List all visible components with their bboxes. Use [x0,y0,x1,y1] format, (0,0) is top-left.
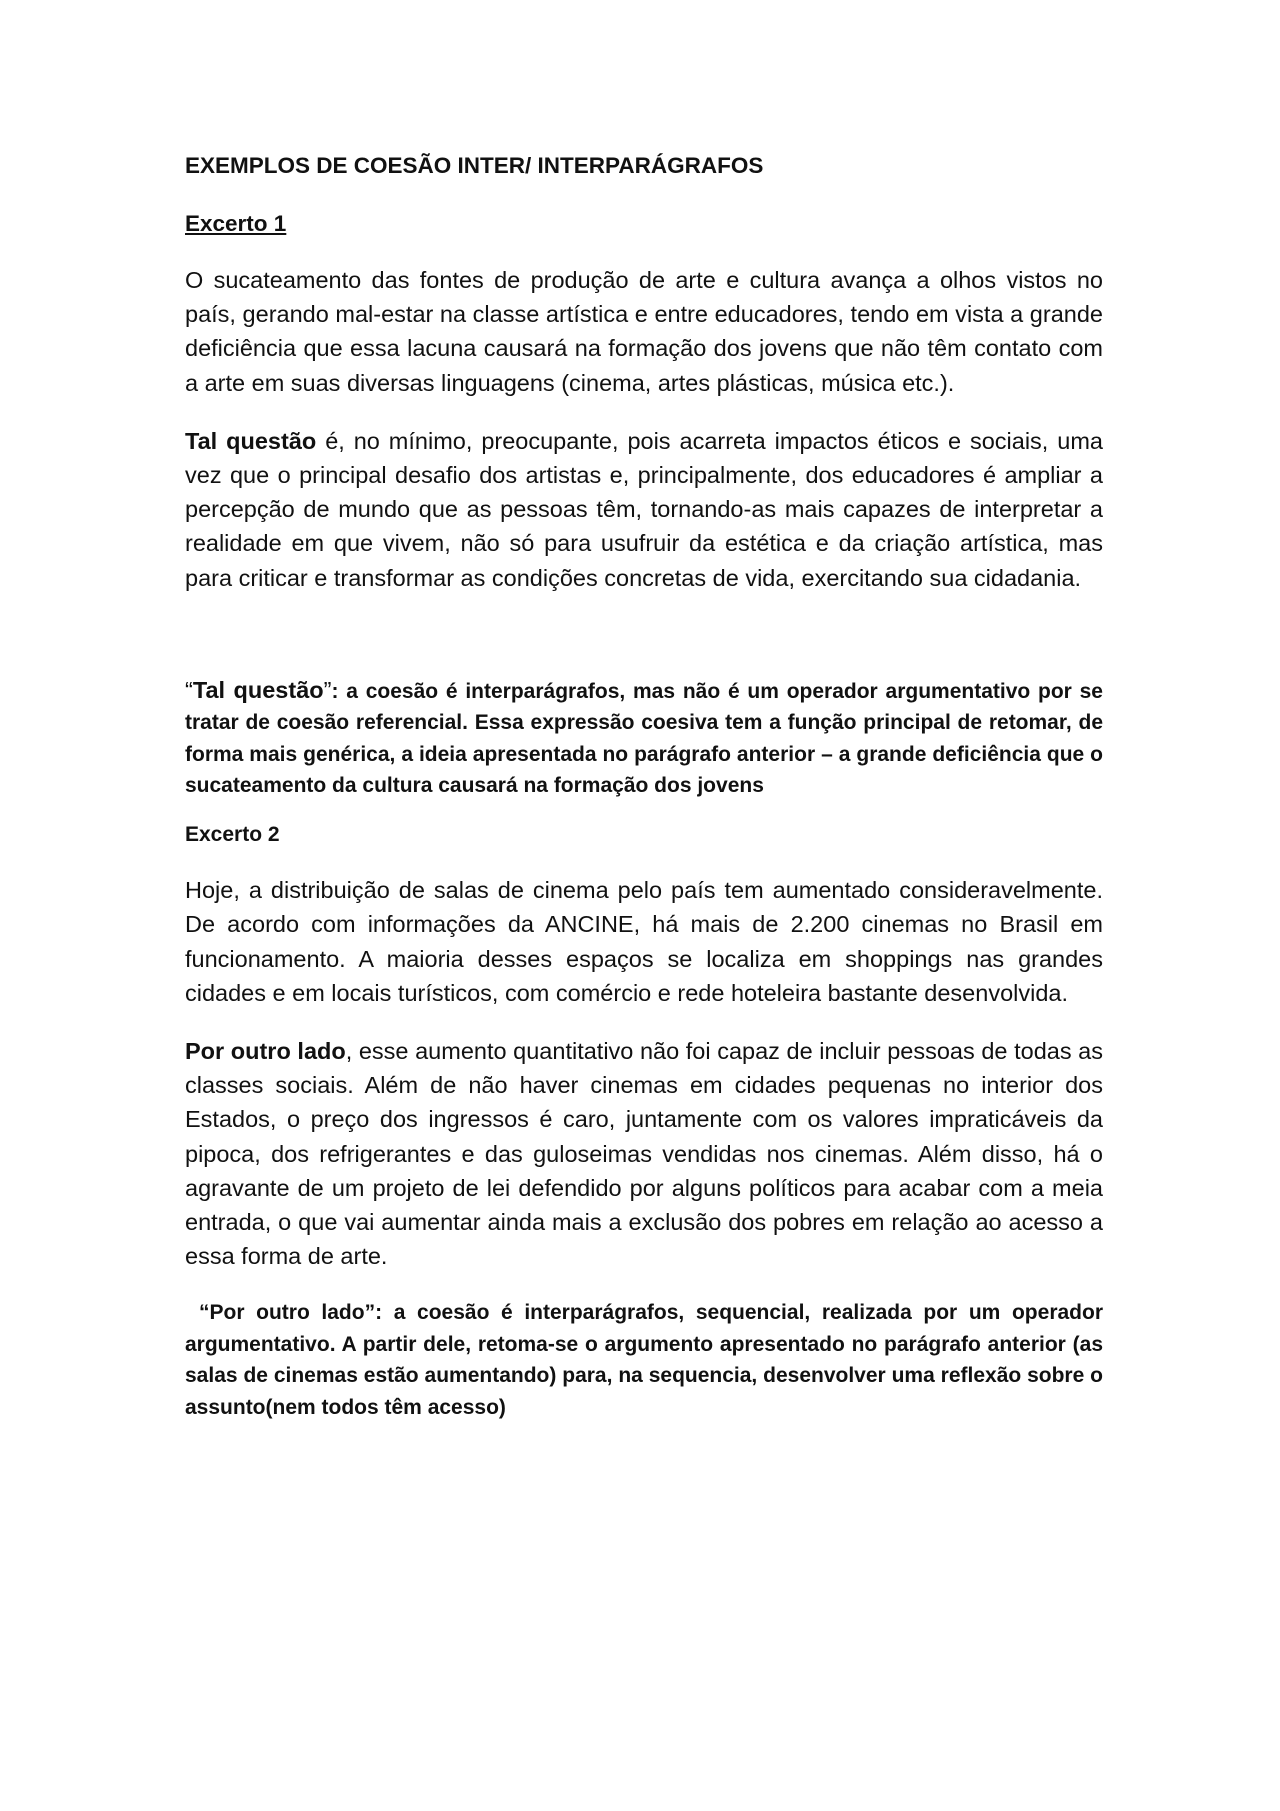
note-text: : a coesão é interparágrafos, mas não é um operador argumentativo por se tratar de coesão referencial. Essa expressão coesiva tem a função principal de retomar, de forma mais genérica, a ideia apresentada no parágrafo anterior – a grande deficiência que o sucateamento da cultura causará na formação dos jovens [185,679,1103,798]
excerpt-1-paragraph-2 [185,424,1103,595]
excerpt-1-note [185,675,1103,802]
excerpt-1-paragraph-1: O sucateamento das fontes de produção de arte e cultura avança a olhos vistos no país, gerando mal-estar na classe artística e entre educadores, tendo em vista a grande deficiência que essa lacuna causará na formação dos jovens que não têm contato com a arte em suas diversas linguagens (cinema, artes plásticas, música etc.). [185,267,1103,396]
document-page [185,150,1103,1423]
excerpt-2-heading: Excerto 2 [185,822,280,846]
note-text: “Por outro lado”: a coesão é interparágrafos, sequencial, realizada por um operador argumentativo. A partir dele, retoma-se o argumento apresentado no parágrafo anterior (as salas de cinemas estão aumentando) para, na sequencia, desenvolver uma reflexão sobre o assunto(nem todos têm acesso) [185,1301,1103,1419]
excerpt-2-note [185,1297,1103,1423]
close-quote: ” [323,676,332,703]
open-quote: “ [185,676,193,703]
excerpt-2-paragraph-2 [185,1034,1103,1273]
excerpt-2-paragraph-1: Hoje, a distribuição de salas de cinema pelo país tem aumentado consideravelmente. De acordo com informações da ANCINE, há mais de 2.200 cinemas no Brasil em funcionamento. A maioria desses espaços se localiza em shoppings nas grandes cidades e em locais turísticos, com comércio e rede hoteleira bastante desenvolvida. [185,877,1103,1006]
document-title: EXEMPLOS DE COESÃO INTER/ INTERPARÁGRAFOS [185,153,764,178]
note-expression: Tal questão [192,676,324,703]
paragraph-text: , esse aumento quantitativo não foi capaz de incluir pessoas de todas as classes sociais. Além de não haver cinemas em cidades pequenas no interior dos Estados, o preço dos ingressos é caro, juntamente com os valores impraticáveis da pipoca, dos refrigerantes e das guloseimas vendidas nos cinemas. Além disso, há o agravante de um projeto de lei defendido por alguns políticos para acabar com a meia entrada, o que vai aumentar ainda mais a exclusão dos pobres em relação ao acesso a essa forma de arte. [185,1038,1103,1270]
paragraph-text: é, no mínimo, preocupante, pois acarreta impactos éticos e sociais, uma vez que o principal desafio dos artistas e, principalmente, dos educadores é ampliar a percepção de mundo que as pessoas têm, tornando-as mais capazes de interpretar a realidade em que vivem, não só para usufruir da estética e da criação artística, mas para criticar e transformar as condições concretas de vida, exercitando sua cidadania. [185,427,1103,591]
cohesion-expression: Tal questão [185,427,317,454]
excerpt-1-heading: Excerto 1 [185,210,287,236]
cohesion-expression: Por outro lado [185,1038,346,1065]
